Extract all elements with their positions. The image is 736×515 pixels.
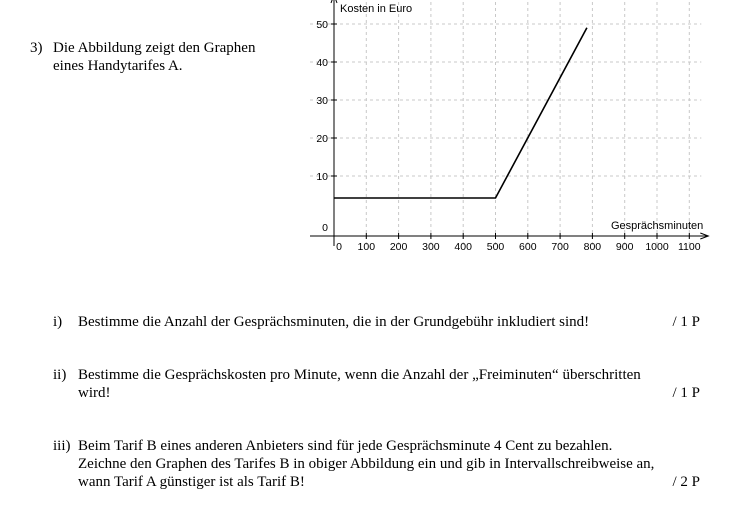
x-tick-label-900: 900 — [615, 241, 634, 253]
x-tick-label-400: 400 — [454, 241, 472, 253]
y-tick-label-40: 40 — [316, 57, 328, 69]
x-tick-label-300: 300 — [422, 241, 440, 253]
task-iii-text-line-3: wann Tarif A günstiger ist als Tarif B! — [78, 474, 305, 490]
task-iii-label: iii) — [53, 438, 71, 454]
x-tick-label-800: 800 — [583, 241, 602, 253]
problem-number: 3) — [30, 40, 43, 56]
task-i-text: Bestimme die Anzahl der Gesprächsminuten, die in der Grundgebühr inkludiert sind! — [78, 314, 590, 330]
x-tick-label-0: 0 — [336, 241, 342, 253]
problem-intro-line-2: eines Handytarifes A. — [53, 58, 183, 74]
x-tick-label-600: 600 — [519, 241, 537, 253]
cost-chart — [300, 3, 720, 277]
y-tick-label-50: 50 — [316, 19, 328, 31]
x-tick-label-200: 200 — [389, 241, 408, 253]
task-ii-label: ii) — [53, 367, 67, 383]
y-tick-label-20: 20 — [316, 133, 328, 145]
y-tick-label-10: 10 — [316, 171, 328, 183]
task-ii-text-line-1: Bestimme die Gesprächskosten pro Minute, wenn die Anzahl der „Freiminuten“ überschritten — [78, 367, 641, 383]
task-iii-text-line-1: Beim Tarif B eines anderen Anbieters sind für jede Gesprächsminute 4 Cent zu bezahlen. — [78, 438, 613, 454]
x-tick-label-1000: 1000 — [645, 241, 669, 253]
task-ii-points: / 1 P — [672, 385, 700, 401]
task-i-points: / 1 P — [672, 314, 700, 330]
x-axis-label: Gesprächsminuten — [610, 220, 704, 232]
x-tick-label-500: 500 — [486, 241, 505, 253]
x-tick-label-700: 700 — [551, 241, 569, 253]
x-tick-label-1100: 1100 — [678, 241, 701, 253]
task-ii-text-line-2: wird! — [78, 385, 111, 401]
origin-label: 0 — [322, 222, 328, 234]
y-axis-label: Kosten in Euro — [340, 3, 413, 15]
y-tick-label-30: 30 — [316, 95, 328, 107]
task-iii-points: / 2 P — [672, 474, 700, 490]
x-tick-label-100: 100 — [357, 241, 376, 253]
task-i-label: i) — [53, 314, 63, 330]
task-iii-text-line-2: Zeichne den Graphen des Tarifes B in obiger Abbildung ein und gib in Intervallschreibweise an, — [78, 456, 655, 472]
problem-intro-line-1: Die Abbildung zeigt den Graphen — [53, 40, 256, 56]
series-line-0 — [334, 28, 587, 198]
